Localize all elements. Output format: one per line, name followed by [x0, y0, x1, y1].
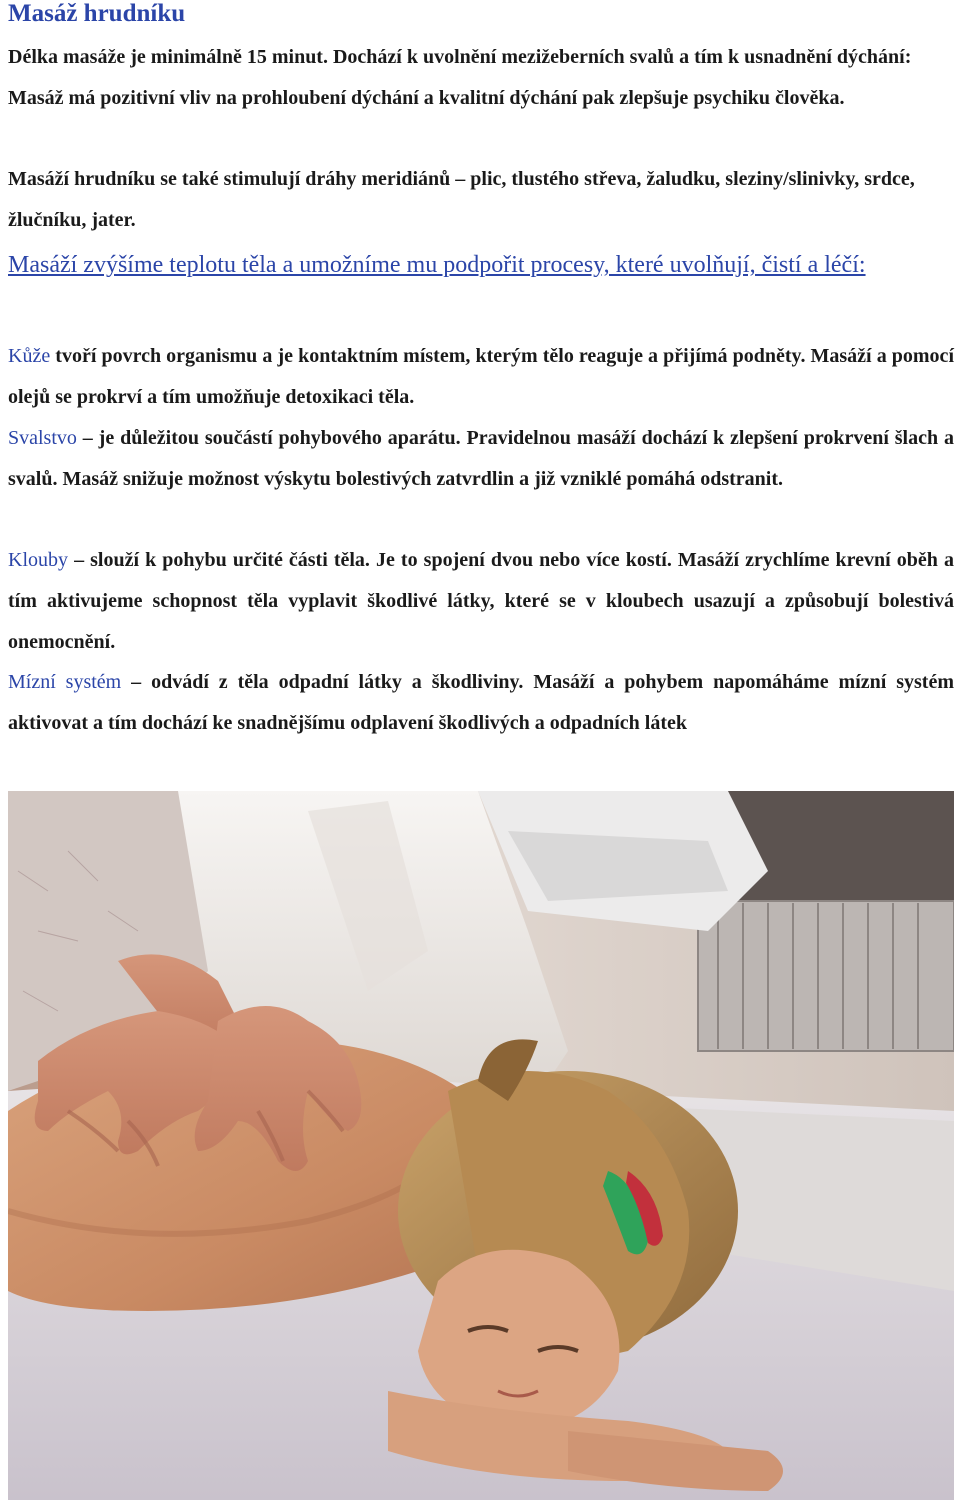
- term-skin: Kůže: [8, 345, 51, 367]
- intro-paragraph-meridians: Masáží hrudníku se také stimulují dráhy meridiánů – plic, tlustého střeva, žaludku, sleziny/slinivky, srdce, žlučníku, jater.: [8, 168, 915, 231]
- section-skin: [8, 336, 954, 418]
- section-skin-text: tvoří povrch organismu a je kontaktním místem, kterým tělo reaguje a přijímá podněty. Masáží a pomocí olejů se prokrví a tím umožňuje detoxikaci těla.: [8, 345, 954, 408]
- section-joints: [8, 540, 954, 663]
- massage-photo: [8, 791, 954, 1500]
- section-lymph: [8, 662, 954, 744]
- term-lymph: Mízní systém: [8, 671, 122, 693]
- section-muscles: [8, 418, 954, 500]
- term-muscles: Svalstvo: [8, 427, 77, 449]
- section-muscles-text: – je důležitou součástí pohybového aparátu. Pravidelnou masáží dochází k zlepšení prokrvení šlach a svalů. Masáž snižuje možnost výskytu bolestivých zatvrdlin a již vzniklé pomáhá odstranit.: [8, 427, 954, 490]
- intro-paragraph-duration: Délka masáže je minimálně 15 minut. Dochází k uvolnění mezižeberních svalů a tím k usnadnění dýchání: Masáž má pozitivní vliv na prohloubení dýchání a kvalitní dýchání pak zlepšuje psychiku člověka.: [8, 46, 912, 109]
- page-title: Masáž hrudníku: [8, 0, 186, 27]
- term-joints: Klouby: [8, 549, 68, 571]
- benefits-heading-link[interactable]: Masáží zvýšíme teplotu těla a umožníme mu podpořit procesy, které uvolňují, čistí a léčí:: [8, 252, 866, 278]
- section-joints-text: – slouží k pohybu určité části těla. Je to spojení dvou nebo více kostí. Masáží zrychlíme krevní oběh a tím aktivujeme schopnost těla vyplavit škodlivé látky, které se v kloubech usazují a způsobují bolestivá onemocnění.: [8, 549, 954, 653]
- section-lymph-text: – odvádí z těla odpadní látky a škodliviny. Masáží a pohybem napomáháme mízní systém aktivovat a tím dochází ke snadnějšímu odplavení škodlivých a odpadních látek: [8, 671, 954, 734]
